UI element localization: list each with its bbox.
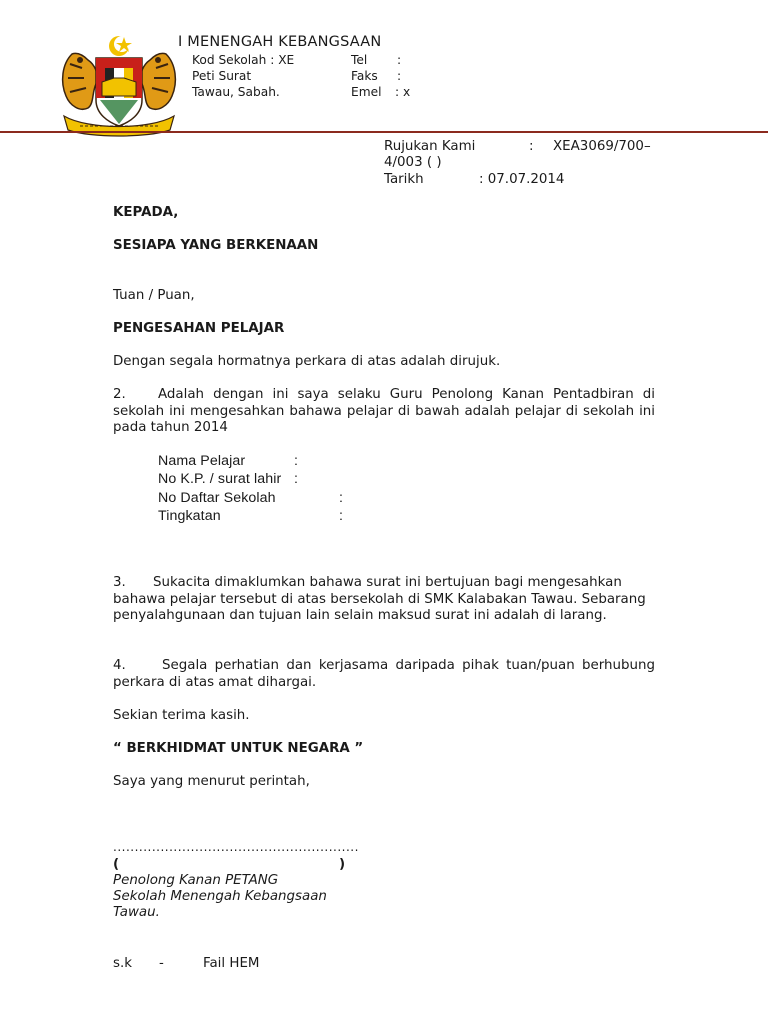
paragraph-4-number: 4. [113,658,126,673]
tel-label: Tel [351,53,368,67]
recipient: SESIAPA YANG BERKENAAN [113,238,319,253]
signatory-school: Sekolah Menengah Kebangsaan [113,889,327,904]
paragraph-2: Adalah dengan ini saya selaku Guru Penolong Kanan Pentadbiran di sekolah ini mengesahkan bahawa pelajar di bawah adalah pelajar di sekolah ini pada tahun 2014 [113,387,655,436]
paragraph-3-number: 3. [113,575,126,590]
field-label: Nama Pelajar [158,453,246,469]
signatory-town: Tawau. [113,905,160,920]
tel-separator: : [397,53,402,67]
school-name: I MENENGAH KEBANGSAAN [178,34,382,50]
addressee-heading: KEPADA, [113,205,179,220]
field-separator: : [294,453,299,469]
header-rule [0,131,768,133]
paragraph-4: Segala perhatian dan kerjasama daripada pihak tuan/puan berhubung perkara di atas amat dihargai. [113,658,655,690]
sign-off: Saya yang menurut perintah, [113,774,310,789]
reference-label: Rujukan Kami [384,139,476,154]
paragraph-2-number: 2. [113,387,126,402]
date-label: Tarikh [384,172,424,187]
reference-separator: : [529,139,534,154]
cc-value: Fail HEM [203,956,260,971]
name-close-paren: ) [339,857,346,872]
closing: Sekian terima kasih. [113,708,250,723]
subject-title: PENGESAHAN PELAJAR [113,321,285,336]
school-address: Tawau, Sabah. [192,85,280,99]
date-value: : 07.07.2014 [479,172,565,187]
field-label: No Daftar Sekolah [158,490,276,506]
cc-dash: - [159,956,164,971]
email-value: : x [395,85,411,99]
field-separator: : [339,508,344,524]
fax-label: Faks [351,69,378,83]
email-label: Emel [351,85,382,99]
field-label: No K.P. / surat lahir [158,471,282,487]
field-separator: : [339,490,344,506]
school-code: Kod Sekolah : XE [192,53,295,67]
motto: “ BERKHIDMAT UNTUK NEGARA ” [113,741,364,756]
salutation: Tuan / Puan, [113,288,195,303]
po-box-label: Peti Surat [192,69,252,83]
signature-line: ......................................................... [113,840,359,854]
fax-separator: : [397,69,402,83]
paragraph-1: Dengan segala hormatnya perkara di atas adalah dirujuk. [113,354,501,369]
paragraph-3: Sukacita dimaklumkan bahawa surat ini bertujuan bagi mengesahkan bahawa pelajar tersebut di atas bersekolah di SMK Kalabakan Tawau. Sebarang penyalahgunaan dan tujuan lain selain maksud surat ini adalah di larang. [113,575,646,624]
coat-of-arms-icon [58,34,180,138]
signatory-title: Penolong Kanan PETANG [113,873,279,888]
name-open-paren: ( [113,857,120,872]
reference-number: XEA3069/700– [553,139,651,154]
cc-label: s.k [113,956,132,971]
field-label: Tingkatan [158,508,221,524]
reference-number-cont: 4/003 ( ) [384,155,442,170]
field-separator: : [294,471,299,487]
